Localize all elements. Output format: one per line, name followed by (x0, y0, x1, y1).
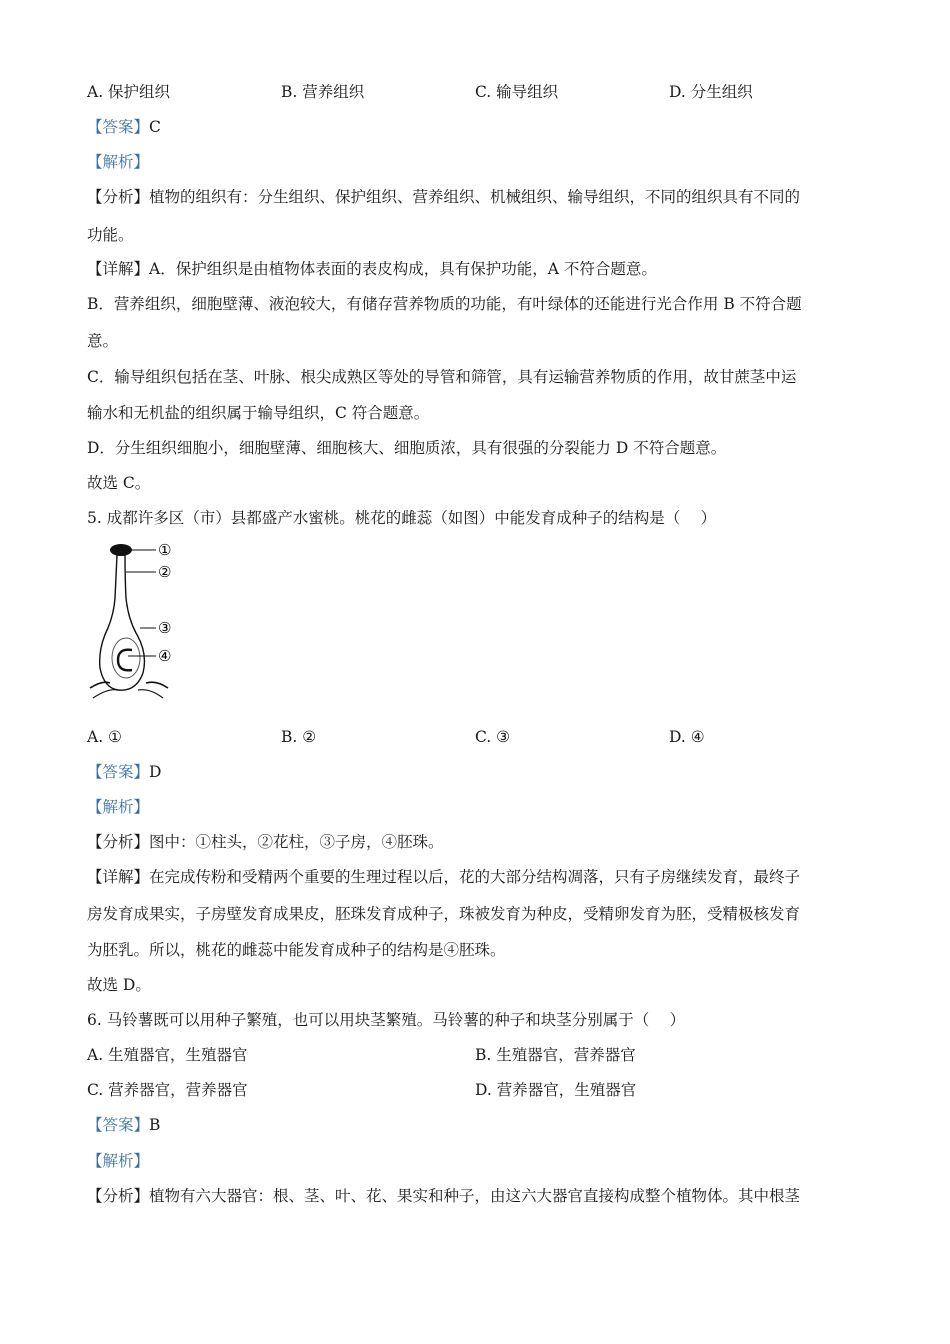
q4-option-b: B. 营养组织 (281, 83, 365, 101)
q4-line-b2: 意。 (87, 332, 119, 350)
answer-tag: 【答案】 (87, 118, 150, 136)
q4-option-a: A. 保护组织 (87, 83, 171, 101)
pistil-diagram (88, 538, 198, 703)
receptacle-left (90, 682, 168, 688)
q6-option-b: B. 生殖器官，营养器官 (475, 1046, 636, 1064)
fenxi-text: 图中：①柱头，②花柱，③子房，④胚珠。 (149, 833, 444, 851)
answer-value: D (149, 763, 162, 781)
q5-option-d: D. ④ (669, 728, 705, 746)
xiangjie-text: 在完成传粉和受精两个重要的生理过程以后，花的大部分结构凋落，只有子房继续发育，最终子 (149, 868, 801, 886)
q4-answer (87, 117, 161, 137)
q5-analysis-tag: 【解析】 (87, 798, 150, 816)
q5-question: 5. 成都许多区（市）县都盛产水蜜桃。桃花的雌蕊（如图）中能发育成种子的结构是（ ） (87, 509, 717, 527)
q6-option-c: C. 营养器官，营养器官 (87, 1081, 248, 1099)
label-4: ④ (158, 647, 172, 665)
q6-fenxi-line1 (87, 1186, 800, 1206)
q6-question: 6. 马铃薯既可以用种子繁殖，也可以用块茎繁殖。马铃薯的种子和块茎分别属于（ ） (87, 1011, 686, 1029)
label-1: ① (158, 541, 172, 559)
q4-line-b1: B．营养组织，细胞壁薄、液泡较大，有储存营养物质的功能，有叶绿体的还能进行光合作用 B 不符合题 (87, 295, 802, 313)
answer-value: B (149, 1116, 161, 1134)
receptacle-right (93, 690, 163, 698)
fenxi-tag: 【分析】 (87, 1187, 150, 1205)
q4-option-c: C. 输导组织 (475, 83, 559, 101)
xiangjie-tag: 【详解】 (87, 868, 150, 886)
fenxi-tag: 【分析】 (87, 188, 150, 206)
answer-tag: 【答案】 (87, 1116, 150, 1134)
q6-option-d: D. 营养器官，生殖器官 (475, 1081, 637, 1099)
fenxi-text: 植物有六大器官：根、茎、叶、花、果实和种子，由这六大器官直接构成整个植物体。其中根茎 (149, 1187, 801, 1205)
q4-line-c2: 输水和无机盐的组织属于输导组织，C 符合题意。 (87, 404, 430, 422)
xiangjie-tag: 【详解】 (87, 260, 150, 278)
q4-fenxi-line2: 功能。 (87, 226, 134, 244)
label-2: ② (158, 563, 172, 581)
q4-line-c1: C．输导组织包括在茎、叶脉、根尖成熟区等处的导管和筛管，具有运输营养物质的作用，故甘蔗茎中运 (87, 368, 797, 386)
q4-option-d: D. 分生组织 (669, 83, 753, 101)
q6-analysis-tag: 【解析】 (87, 1152, 150, 1170)
q5-xiangjie-line3: 为胚乳。所以，桃花的雌蕊中能发育成种子的结构是④胚珠。 (87, 941, 506, 959)
q4-line-d: D．分生组织细胞小，细胞壁薄、细胞核大、细胞质浓，具有很强的分裂能力 D 不符合题意。 (87, 439, 727, 457)
q5-xiangjie-line1 (87, 867, 800, 887)
ovule-shape (118, 650, 132, 671)
q6-answer (87, 1115, 160, 1135)
fenxi-text: 植物的组织有：分生组织、保护组织、营养组织、机械组织、输导组织，不同的组织具有不同的 (149, 188, 801, 206)
q5-fenxi (87, 832, 444, 852)
q5-option-c: C. ③ (475, 728, 511, 746)
answer-value: C (149, 118, 161, 136)
ovary-inner (112, 638, 140, 678)
q6-option-a: A. 生殖器官，生殖器官 (87, 1046, 248, 1064)
q5-option-a: A. ① (87, 728, 122, 746)
q5-xiangjie-line2: 房发育成果实，子房壁发育成果皮，胚珠发育成种子，珠被发育为种皮，受精卵发育为胚，受精极核发育 (87, 905, 801, 923)
q5-answer (87, 762, 161, 782)
answer-tag: 【答案】 (87, 763, 150, 781)
xiangjie-text: A．保护组织是由植物体表面的表皮构成，具有保护功能，A 不符合题意。 (149, 260, 657, 278)
q4-xiangjie-line1 (87, 259, 657, 279)
label-3: ③ (158, 619, 172, 637)
q5-conclusion: 故选 D。 (87, 976, 151, 994)
pistil-drawing (88, 538, 198, 703)
q4-fenxi-line1 (87, 187, 800, 207)
q5-option-b: B. ② (281, 728, 317, 746)
q4-analysis-tag: 【解析】 (87, 153, 150, 171)
q4-conclusion: 故选 C。 (87, 474, 151, 492)
stigma-shape (110, 544, 132, 556)
fenxi-tag: 【分析】 (87, 833, 150, 851)
